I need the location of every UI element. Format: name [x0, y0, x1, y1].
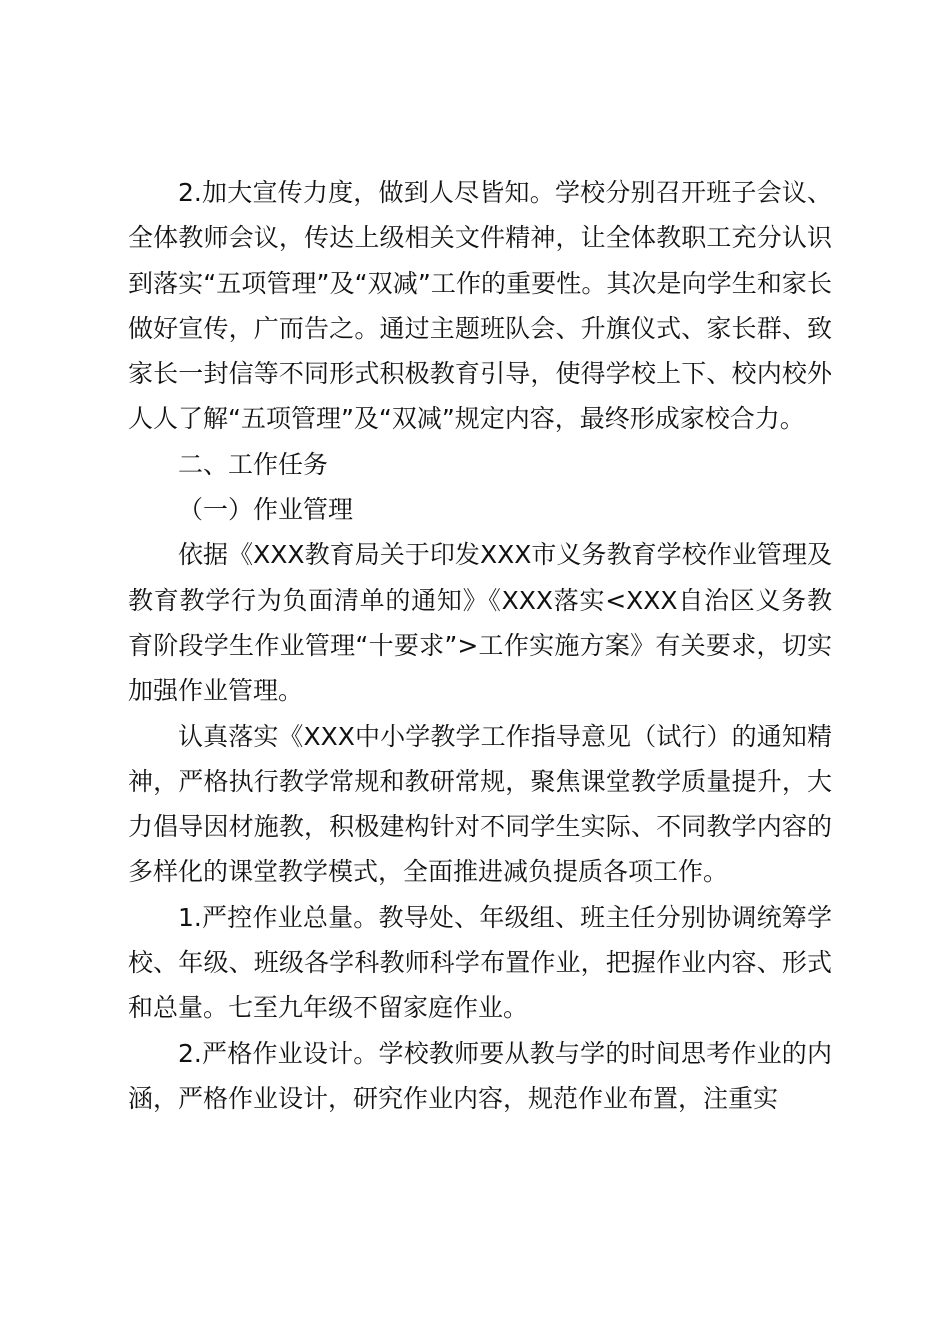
paragraph-basis: 依据《XXX教育局关于印发XXX市义务教育学校作业管理及教育教学行为负面清单的通知》《XXX落实<XXX自治区义务教育阶段学生作业管理“十要求”>工作实施方案》有关要求，切实加强作业管理。 — [128, 540, 832, 706]
paragraph-publicity: 2.加大宣传力度，做到人尽皆知。学校分别召开班子会议、全体教师会议，传达上级相关文件精神，让全体教职工充分认识到落实“五项管理”及“双减”工作的重要性。其次是向学生和家长做好宣传，广而告之。通过主题班队会、升旗仪式、家长群、致家长一封信等不同形式积极教育引导，使得学校上下、校内校外人人了解“五项管理”及“双减”规定内容，最终形成家校合力。 — [128, 178, 832, 434]
paragraph-implementation: 认真落实《XXX中小学教学工作指导意见（试行）的通知精神，严格执行教学常规和教研常规，聚焦课堂教学质量提升，大力倡导因材施教，积极建构针对不同学生实际、不同教学内容的多样化的课堂教学模式，全面推进减负提质各项工作。 — [128, 721, 832, 887]
document-body — [128, 170, 832, 1121]
paragraph-control-total: 1.严控作业总量。教导处、年级组、班主任分别协调统筹学校、年级、班级各学科教师科学布置作业，把握作业内容、形式和总量。七至九年级不留家庭作业。 — [128, 902, 832, 1023]
section-heading-work-tasks: 二、工作任务 — [178, 449, 329, 479]
subsection-heading-homework-management: （一）作业管理 — [178, 495, 354, 525]
paragraph-homework-design: 2.严格作业设计。学校教师要从教与学的时间思考作业的内涵，严格作业设计，研究作业内容，规范作业布置，注重实 — [128, 1038, 832, 1113]
